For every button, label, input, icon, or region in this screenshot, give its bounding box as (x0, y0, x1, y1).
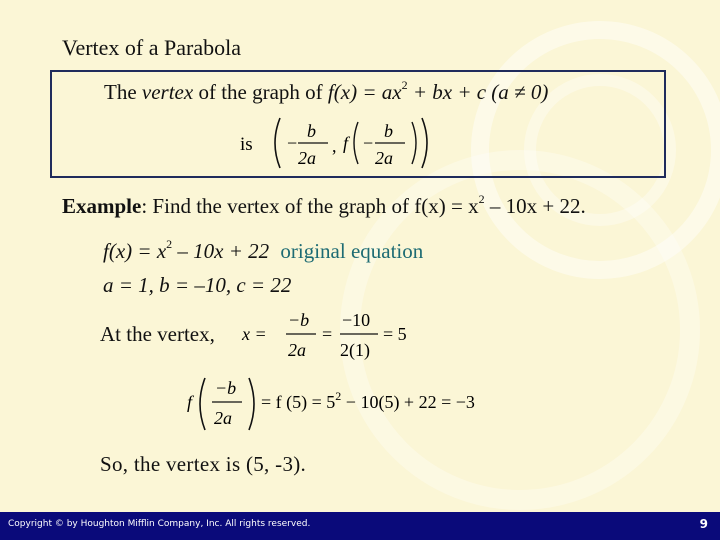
equals-five: = 5 (383, 324, 407, 344)
f-result-square: 2 (335, 389, 342, 403)
footer-bar (0, 512, 720, 540)
example-rest: – 10x + 22. (484, 194, 586, 218)
inner-left-paren (354, 122, 358, 164)
f-result-main: = f (5) = 5 (261, 392, 336, 412)
def-prefix: The (104, 80, 142, 104)
numerator-b: b (307, 121, 316, 141)
def-equation: (x) = ax (333, 80, 402, 104)
two-a-2: 2a (214, 408, 232, 428)
equation-right: – 10x + 22 (172, 239, 270, 263)
equation-exponent: 2 (166, 237, 173, 251)
equals-1: = (322, 324, 333, 344)
page-number: 9 (699, 517, 708, 531)
equation-line (103, 239, 423, 264)
conclusion-text: So, the vertex is (5, -3). (100, 452, 307, 476)
def-middle: of the graph of (193, 80, 328, 104)
right-paren-2 (249, 378, 254, 430)
comma: , (332, 136, 337, 156)
definition-line (104, 80, 548, 105)
def-vertex-word: vertex (141, 80, 194, 104)
minus-sign: − (287, 133, 298, 153)
coefficients-line: a = 1, b = –10, c = 22 (103, 273, 292, 297)
numerator-b-2: b (384, 121, 393, 141)
f-letter-2: f (187, 392, 193, 412)
example-label: Example (62, 194, 142, 218)
denominator-2a-2: 2a (375, 148, 393, 168)
def-is: is (240, 134, 253, 155)
neg-b-2: −b (215, 378, 237, 398)
def-exponent: 2 (401, 78, 408, 92)
right-paren (422, 118, 427, 168)
f-letter: f (343, 133, 349, 153)
neg-b: −b (288, 310, 310, 330)
left-paren-2 (200, 378, 205, 430)
f-vertex-formula (185, 372, 525, 436)
example-text: : Find the vertex of the graph of f(x) = x (141, 194, 479, 218)
f-result-rest: − 10(5) + 22 = −3 (341, 392, 475, 412)
x-equals: x = (242, 324, 267, 344)
two-one: 2(1) (340, 340, 370, 360)
minus-sign-2: − (363, 133, 374, 153)
vertex-formula (232, 112, 452, 174)
def-f: f (327, 80, 334, 104)
at-vertex-label: At the vertex, (100, 322, 215, 346)
equation-left: f(x) = x (103, 239, 167, 263)
left-paren (275, 118, 280, 168)
example-line (62, 194, 586, 219)
x-vertex-formula (240, 306, 420, 366)
def-rest: + bx + c (a ≠ 0) (407, 80, 549, 104)
example-exponent: 2 (478, 192, 485, 206)
equation-note: original equation (280, 239, 424, 263)
copyright-text: Copyright © by Houghton Mifflin Company, Inc. All rights reserved. (8, 519, 311, 529)
slide-title: Vertex of a Parabola (62, 35, 241, 60)
two-a: 2a (288, 340, 306, 360)
neg-ten: −10 (342, 310, 371, 330)
f-result (261, 389, 475, 413)
denominator-2a: 2a (298, 148, 316, 168)
inner-right-paren (412, 122, 416, 164)
definition-box (50, 70, 666, 178)
